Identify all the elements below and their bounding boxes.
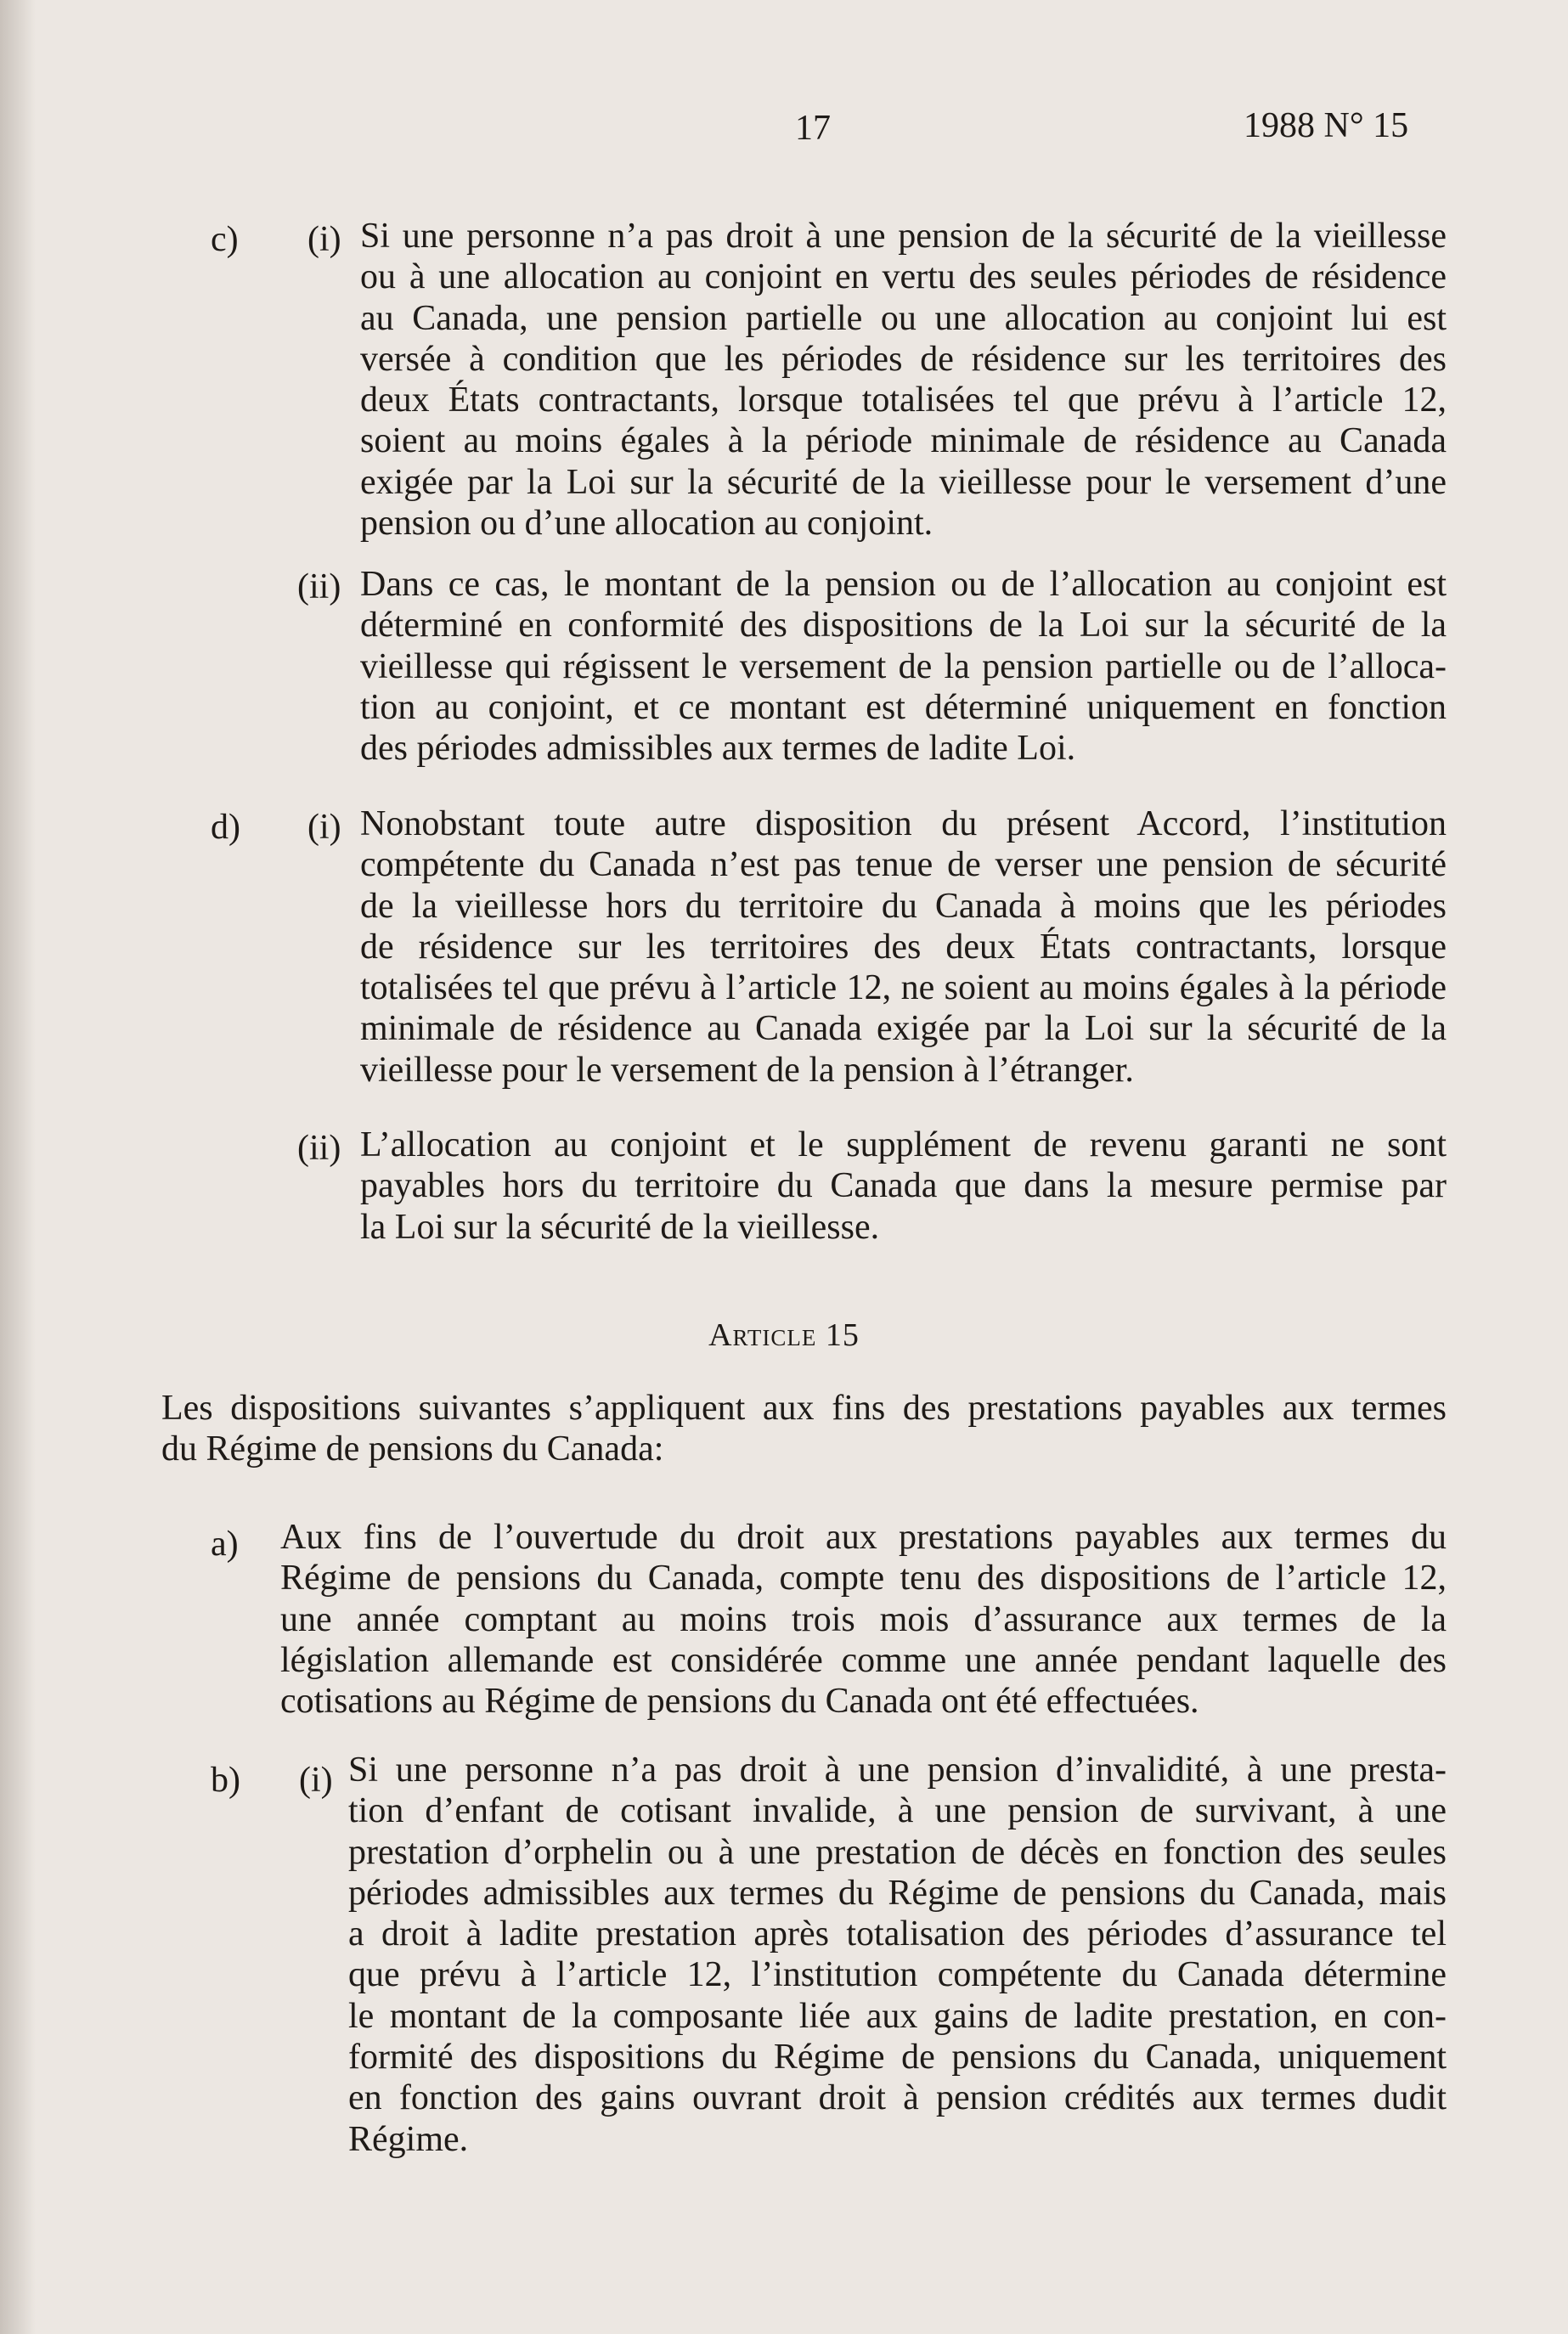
text-line: L’allocation au conjoint et le supplément de revenu garanti ne sont bbox=[360, 1125, 1447, 1164]
text-line: Si une personne n’a pas droit à une pension de la sécurité de la vieillesse bbox=[360, 217, 1447, 256]
text-line: cotisations au Régime de pensions du Canada ont été effectuées. bbox=[280, 1682, 1199, 1722]
text-line: le montant de la composante liée aux gains de ladite prestation, en con- bbox=[348, 1996, 1447, 2036]
section-a-text bbox=[280, 1517, 1447, 1722]
text-line: de la vieillesse hors du territoire du Canada à moins que les périodes bbox=[360, 886, 1447, 926]
text-line: tion au conjoint, et ce montant est déterminé uniquement en fonction bbox=[360, 687, 1447, 727]
section-d-ii-text bbox=[360, 1125, 1447, 1248]
article-heading bbox=[0, 1316, 1568, 1354]
section-d-label: d) bbox=[211, 808, 240, 847]
text-line: en fonction des gains ouvrant droit à pension crédités aux termes dudit bbox=[348, 2078, 1447, 2118]
article-heading-text: Article 15 bbox=[708, 1317, 860, 1353]
text-line: a droit à ladite prestation après totalisation des périodes d’assurance tel bbox=[348, 1914, 1447, 1954]
text-line: du Régime de pensions du Canada: bbox=[161, 1429, 664, 1469]
text-line: Si une personne n’a pas droit à une pension d’invalidité, à une presta- bbox=[348, 1750, 1447, 1790]
section-d-i-text bbox=[360, 803, 1447, 1091]
text-line: la Loi sur la sécurité de la vieillesse. bbox=[360, 1207, 880, 1247]
text-line: Aux fins de l’ouvertude du droit aux prestations payables aux termes du bbox=[280, 1518, 1447, 1557]
section-b-label: b) bbox=[211, 1761, 240, 1800]
text-line: compétente du Canada n’est pas tenue de verser une pension de sécurité bbox=[360, 845, 1447, 885]
text-line: Régime de pensions du Canada, compte tenu des dispositions de l’article 12, bbox=[280, 1559, 1447, 1598]
text-line: deux États contractants, lorsque totalisées tel que prévu à l’article 12, bbox=[360, 381, 1447, 420]
text-line: prestation d’orphelin ou à une prestation de décès en fonction des seules bbox=[348, 1832, 1447, 1872]
text-line: soient au moins égales à la période minimale de résidence au Canada bbox=[360, 421, 1447, 461]
text-line: une année comptant au moins trois mois d’assurance aux termes de la bbox=[280, 1599, 1447, 1639]
section-c-i-label: (i) bbox=[307, 220, 341, 259]
text-line: totalisées tel que prévu à l’article 12, ne soient au moins égales à la période bbox=[360, 968, 1447, 1008]
section-a-label: a) bbox=[211, 1525, 239, 1564]
section-c-label: c) bbox=[211, 220, 239, 259]
text-line: ou à une allocation au conjoint en vertu des seules périodes de résidence bbox=[360, 257, 1447, 297]
text-line: de résidence sur les territoires des deux États contractants, lorsque bbox=[360, 927, 1447, 967]
text-line: versée à condition que les périodes de résidence sur les territoires des bbox=[360, 339, 1447, 379]
article-intro bbox=[161, 1388, 1447, 1470]
section-c-ii-text bbox=[360, 564, 1447, 769]
text-line: des périodes admissibles aux termes de ladite Loi. bbox=[360, 729, 1076, 769]
text-line: pension ou d’une allocation au conjoint. bbox=[360, 504, 933, 544]
section-d-ii-label: (ii) bbox=[297, 1129, 341, 1168]
section-d-i-label: (i) bbox=[307, 808, 341, 847]
text-line: vieillesse qui régissent le versement de la pension partielle ou de l’alloca- bbox=[360, 646, 1447, 686]
page-edge-shadow bbox=[0, 0, 36, 2334]
section-b-i-text bbox=[348, 1750, 1447, 2160]
text-line: Régime. bbox=[348, 2119, 469, 2159]
text-line: exigée par la Loi sur la sécurité de la vieillesse pour le versement d’une bbox=[360, 462, 1447, 502]
text-line: minimale de résidence au Canada exigée par la Loi sur la sécurité de la bbox=[360, 1009, 1447, 1049]
text-line: formité des dispositions du Régime de pensions du Canada, uniquement bbox=[348, 2038, 1447, 2077]
text-line: législation allemande est considérée comme une année pendant laquelle des bbox=[280, 1640, 1447, 1680]
text-line: Les dispositions suivantes s’appliquent aux fins des prestations payables aux termes bbox=[161, 1389, 1447, 1428]
section-b-i-label: (i) bbox=[299, 1761, 333, 1800]
text-line: périodes admissibles aux termes du Régime de pensions du Canada, mais bbox=[348, 1873, 1447, 1913]
text-line: payables hors du territoire du Canada que dans la mesure permise par bbox=[360, 1166, 1447, 1206]
text-line: déterminé en conformité des dispositions de la Loi sur la sécurité de la bbox=[360, 606, 1447, 646]
text-line: tion d’enfant de cotisant invalide, à une pension de survivant, à une bbox=[348, 1791, 1447, 1831]
page-number: 17 bbox=[795, 109, 831, 148]
text-line: vieillesse pour le versement de la pension à l’étranger. bbox=[360, 1050, 1134, 1090]
text-line: Dans ce cas, le montant de la pension ou de l’allocation au conjoint est bbox=[360, 565, 1447, 604]
text-line: que prévu à l’article 12, l’institution compétente du Canada détermine bbox=[348, 1955, 1447, 1995]
text-line: au Canada, une pension partielle ou une allocation au conjoint lui est bbox=[360, 298, 1447, 338]
section-c-i-text bbox=[360, 216, 1447, 544]
section-c-ii-label: (ii) bbox=[297, 567, 341, 606]
text-line: Nonobstant toute autre disposition du présent Accord, l’institution bbox=[360, 804, 1447, 843]
document-reference: 1988 N° 15 bbox=[1244, 106, 1409, 145]
